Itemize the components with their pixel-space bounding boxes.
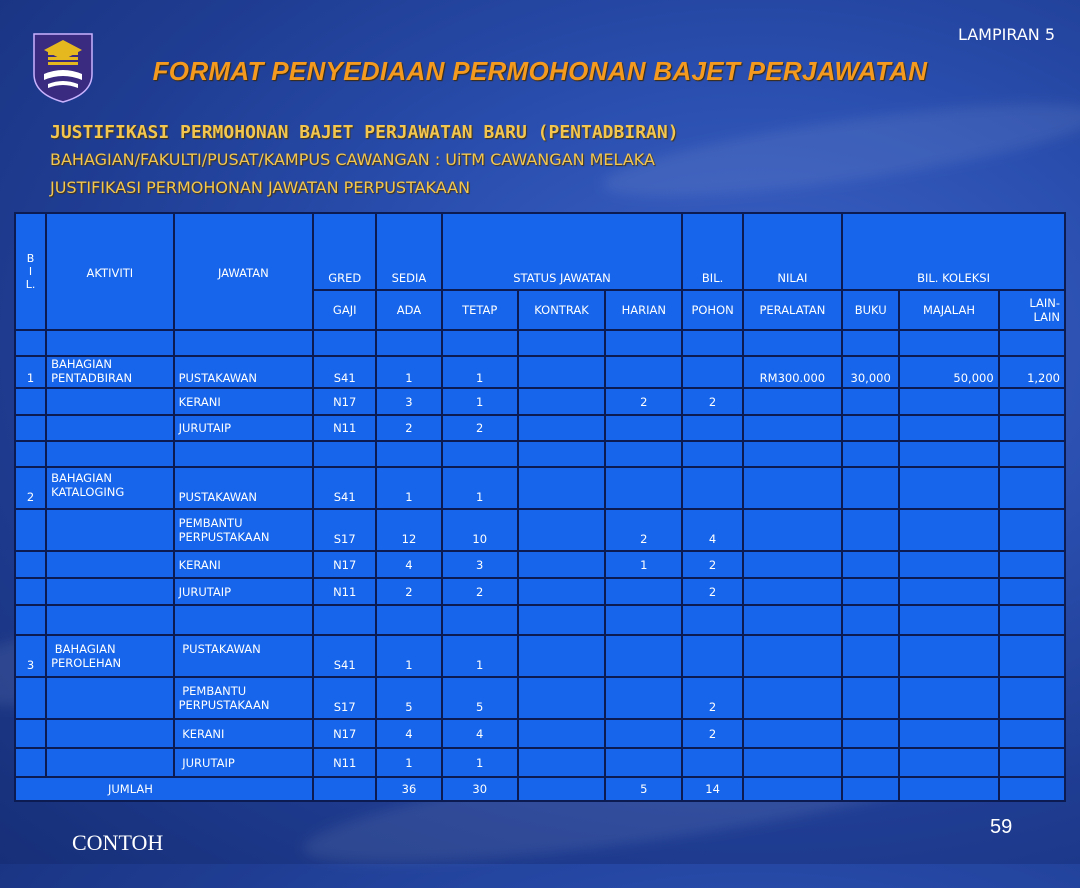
page-title: FORMAT PENYEDIAAN PERMOHONAN BAJET PERJAWATAN <box>152 56 928 86</box>
row-jawatan: PEMBANTU PERPUSTAKAAN <box>174 677 314 719</box>
spacer-row <box>15 605 1065 635</box>
budget-table <box>14 212 1066 802</box>
total-pohon: 14 <box>682 777 742 801</box>
table-row <box>15 677 1065 719</box>
row-tetap: 3 <box>442 551 518 578</box>
col-peralatan: PERALATAN <box>743 290 842 330</box>
row-harian: 2 <box>605 388 682 415</box>
row-jawatan: JURUTAIP <box>174 578 314 605</box>
total-ada: 36 <box>376 777 441 801</box>
row-peralatan: RM300.000 <box>743 356 842 388</box>
col-status-jawatan: STATUS JAWATAN <box>442 213 683 290</box>
col-ada: ADA <box>376 290 441 330</box>
row-jawatan: PUSTAKAWAN <box>174 467 314 509</box>
row-jawatan: KERANI <box>174 388 314 415</box>
row-tetap: 1 <box>442 388 518 415</box>
row-tetap: 2 <box>442 578 518 605</box>
row-tetap: 1 <box>442 635 518 677</box>
row-tetap: 2 <box>442 415 518 441</box>
row-ada: 3 <box>376 388 441 415</box>
col-aktiviti: AKTIVITI <box>46 213 173 330</box>
row-number: 2 <box>15 467 46 509</box>
row-ada: 1 <box>376 635 441 677</box>
col-kontrak: KONTRAK <box>518 290 605 330</box>
col-gred: GRED <box>313 213 376 290</box>
total-label: JUMLAH <box>15 777 313 801</box>
row-ada: 1 <box>376 356 441 388</box>
row-pohon: 4 <box>682 509 742 551</box>
table-row <box>15 635 1065 677</box>
col-bil: B I L. <box>15 213 46 330</box>
row-aktiviti: BAHAGIAN PEROLEHAN <box>46 635 173 677</box>
budget-table-wrapper <box>14 212 1066 812</box>
row-tetap: 1 <box>442 356 518 388</box>
row-jawatan: KERANI <box>174 551 314 578</box>
row-kontrak <box>518 388 605 415</box>
table-row <box>15 719 1065 748</box>
row-pohon: 2 <box>682 551 742 578</box>
table-row <box>15 551 1065 578</box>
row-gred: N17 <box>313 551 376 578</box>
table-row <box>15 578 1065 605</box>
row-gred: N17 <box>313 388 376 415</box>
row-aktiviti: BAHAGIAN KATALOGING <box>46 467 173 509</box>
row-gred: N11 <box>313 415 376 441</box>
header-row <box>15 213 1065 290</box>
row-harian <box>605 356 682 388</box>
total-harian: 5 <box>605 777 682 801</box>
row-jawatan: PUSTAKAWAN <box>174 635 314 677</box>
col-gaji: GAJI <box>313 290 376 330</box>
row-pohon: 2 <box>682 719 742 748</box>
row-buku: 30,000 <box>842 356 899 388</box>
row-number: 3 <box>15 635 46 677</box>
table-row <box>15 415 1065 441</box>
row-gred: S41 <box>313 467 376 509</box>
table-row <box>15 467 1065 509</box>
row-ada: 2 <box>376 578 441 605</box>
row-number: 1 <box>15 356 46 388</box>
row-gred: N17 <box>313 719 376 748</box>
col-harian: HARIAN <box>605 290 682 330</box>
row-jawatan: JURUTAIP <box>174 748 314 777</box>
row-jawatan: PEMBANTU PERPUSTAKAAN <box>174 509 314 551</box>
spacer-row <box>15 330 1065 356</box>
row-gred: S17 <box>313 509 376 551</box>
row-tetap: 1 <box>442 748 518 777</box>
col-buku: BUKU <box>842 290 899 330</box>
row-pohon: 2 <box>682 388 742 415</box>
subtitle: JUSTIFIKASI PERMOHONAN BAJET PERJAWATAN BARU (PENTADBIRAN) <box>50 122 679 143</box>
row-majalah: 50,000 <box>899 356 998 388</box>
col-bil-koleksi: BIL. KOLEKSI <box>842 213 1065 290</box>
table-row <box>15 388 1065 415</box>
row-tetap: 4 <box>442 719 518 748</box>
row-tetap: 1 <box>442 467 518 509</box>
row-ada: 5 <box>376 677 441 719</box>
row-jawatan: PUSTAKAWAN <box>174 356 314 388</box>
row-jawatan: JURUTAIP <box>174 415 314 441</box>
row-tetap: 5 <box>442 677 518 719</box>
row-lain: 1,200 <box>999 356 1065 388</box>
row-gred: N11 <box>313 748 376 777</box>
row-ada: 4 <box>376 719 441 748</box>
total-row <box>15 777 1065 801</box>
row-gred: S41 <box>313 635 376 677</box>
row-gred: N11 <box>313 578 376 605</box>
col-pohon: POHON <box>682 290 742 330</box>
row-pohon: 2 <box>682 578 742 605</box>
row-ada: 12 <box>376 509 441 551</box>
justification-line: JUSTIFIKASI PERMOHONAN JAWATAN PERPUSTAKAAN <box>50 178 471 197</box>
page-number: 59 <box>990 816 1013 838</box>
row-ada: 1 <box>376 748 441 777</box>
row-kontrak <box>518 356 605 388</box>
spacer-row <box>15 441 1065 467</box>
contoh-label: CONTOH <box>72 830 164 855</box>
row-tetap: 10 <box>442 509 518 551</box>
background-streak <box>598 85 1080 214</box>
table-row <box>15 509 1065 551</box>
col-jawatan: JAWATAN <box>174 213 314 330</box>
row-harian: 1 <box>605 551 682 578</box>
row-gred: S17 <box>313 677 376 719</box>
col-nilai: NILAI <box>743 213 842 290</box>
row-harian: 2 <box>605 509 682 551</box>
col-sedia: SEDIA <box>376 213 441 290</box>
row-ada: 4 <box>376 551 441 578</box>
col-majalah: MAJALAH <box>899 290 998 330</box>
row-ada: 2 <box>376 415 441 441</box>
row-pohon <box>682 356 742 388</box>
col-bil-pohon: BIL. <box>682 213 742 290</box>
col-tetap: TETAP <box>442 290 518 330</box>
row-gred: S41 <box>313 356 376 388</box>
row-aktiviti: BAHAGIAN PENTADBIRAN <box>46 356 173 388</box>
lampiran-label: LAMPIRAN 5 <box>957 25 1055 44</box>
row-pohon: 2 <box>682 677 742 719</box>
row-ada: 1 <box>376 467 441 509</box>
faculty-line: BAHAGIAN/FAKULTI/PUSAT/KAMPUS CAWANGAN : UiTM CAWANGAN MELAKA <box>50 150 655 169</box>
row-jawatan: KERANI <box>174 719 314 748</box>
total-tetap: 30 <box>442 777 518 801</box>
col-lain-lain: LAIN- LAIN <box>999 290 1065 330</box>
table-row <box>15 356 1065 388</box>
table-row <box>15 748 1065 777</box>
